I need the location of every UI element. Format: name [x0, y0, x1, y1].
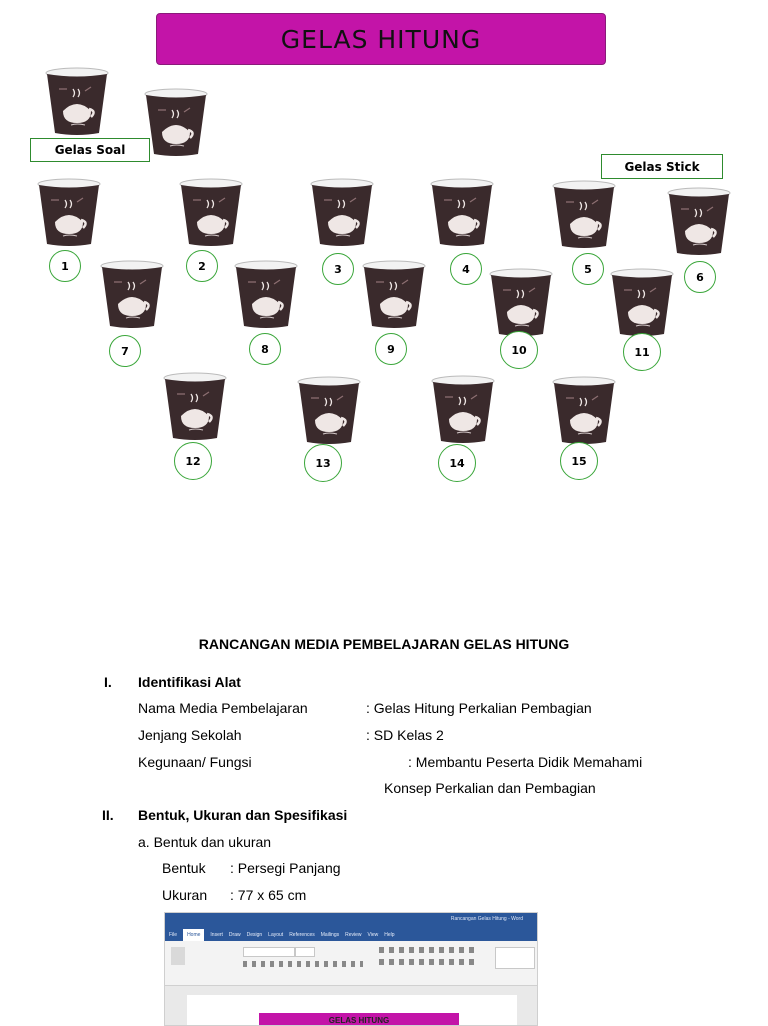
- word-title-bar: [165, 913, 537, 929]
- number-circle-5: 5: [572, 253, 604, 285]
- ukuran-value: : 77 x 65 cm: [230, 887, 307, 903]
- cup-8: [234, 260, 298, 330]
- section-1-number: I.: [104, 674, 112, 690]
- number-circle-15: 15: [560, 442, 598, 480]
- word-tab-mailings: Mailings: [320, 932, 340, 938]
- number-circle-11: 11: [623, 333, 661, 371]
- cup-5: [552, 180, 616, 250]
- row-kegunaan-continuation: Konsep Perkalian dan Pembagian: [384, 780, 596, 796]
- row-jenjang-key: Jenjang Sekolah: [138, 727, 242, 743]
- bentuk-key: Bentuk: [162, 860, 206, 876]
- styles-gallery: [495, 947, 535, 969]
- number-circle-10: 10: [500, 331, 538, 369]
- bentuk-value: : Persegi Panjang: [230, 860, 341, 876]
- section-2-number: II.: [102, 807, 114, 823]
- number-circle-12: 12: [174, 442, 212, 480]
- number-circle-14: 14: [438, 444, 476, 482]
- row-jenjang-value: : SD Kelas 2: [366, 727, 444, 743]
- soal-cup-2: [144, 88, 208, 158]
- row-kegunaan-key: Kegunaan/ Fungsi: [138, 754, 252, 770]
- number-circle-3: 3: [322, 253, 354, 285]
- word-tab-home: Home: [183, 929, 204, 941]
- cup-4: [430, 178, 494, 248]
- word-doc-title: Rancangan Gelas Hitung - Word: [450, 916, 523, 922]
- page-title-banner: [156, 13, 606, 65]
- word-tab-file: File: [169, 932, 178, 938]
- number-circle-7: 7: [109, 335, 141, 367]
- document-title: RANCANGAN MEDIA PEMBELAJARAN GELAS HITUNG: [198, 636, 570, 652]
- number-circle-4: 4: [450, 253, 482, 285]
- row-nama-value: : Gelas Hitung Perkalian Pembagian: [366, 700, 592, 716]
- cup-7: [100, 260, 164, 330]
- word-tab-help: Help: [384, 932, 395, 938]
- page-title: GELAS HITUNG: [280, 24, 482, 54]
- word-banner: GELAS HITUNG: [259, 1013, 459, 1026]
- font-format-icons: [243, 961, 363, 967]
- number-circle-13: 13: [304, 444, 342, 482]
- subsection-a: a. Bentuk dan ukuran: [138, 834, 272, 850]
- number-circle-1: 1: [49, 250, 81, 282]
- cup-14: [431, 375, 495, 445]
- word-tab-draw: Draw: [228, 932, 241, 938]
- gelas-soal-label: Gelas Soal: [30, 138, 150, 162]
- cup-9: [362, 260, 426, 330]
- ukuran-key: Ukuran: [162, 887, 208, 903]
- alignment-icons: [379, 959, 479, 965]
- section-1-heading: Identifikasi Alat: [138, 674, 241, 690]
- number-circle-9: 9: [375, 333, 407, 365]
- word-ribbon-tabs: [165, 929, 537, 941]
- cup-2: [179, 178, 243, 248]
- word-screenshot: [164, 912, 538, 1026]
- number-circle-2: 2: [186, 250, 218, 282]
- paragraph-icons: [379, 947, 479, 953]
- gelas-stick-label: Gelas Stick: [601, 154, 723, 179]
- word-tab-layout: Layout: [268, 932, 284, 938]
- section-2-heading: Bentuk, Ukuran dan Spesifikasi: [138, 807, 348, 823]
- font-name-box: [243, 947, 295, 957]
- word-tab-review: Review: [345, 932, 362, 938]
- number-circle-6: 6: [684, 261, 716, 293]
- cup-1: [37, 178, 101, 248]
- cup-3: [310, 178, 374, 248]
- row-nama-key: Nama Media Pembelajaran: [138, 700, 308, 716]
- cup-6: [667, 187, 731, 257]
- soal-cup-1: [45, 67, 109, 137]
- word-ribbon: [165, 941, 537, 986]
- word-tab-view: View: [367, 932, 379, 938]
- cup-12: [163, 372, 227, 442]
- cup-10: [489, 268, 553, 338]
- paste-icon: [171, 947, 185, 965]
- cup-15: [552, 376, 616, 446]
- cup-13: [297, 376, 361, 446]
- font-size-box: [295, 947, 315, 957]
- row-kegunaan-value: : Membantu Peserta Didik Memahami: [408, 754, 643, 770]
- word-tab-design: Design: [246, 932, 263, 938]
- word-tab-insert: Insert: [210, 932, 223, 938]
- word-tab-references: References: [289, 932, 315, 938]
- cup-11: [610, 268, 674, 338]
- number-circle-8: 8: [249, 333, 281, 365]
